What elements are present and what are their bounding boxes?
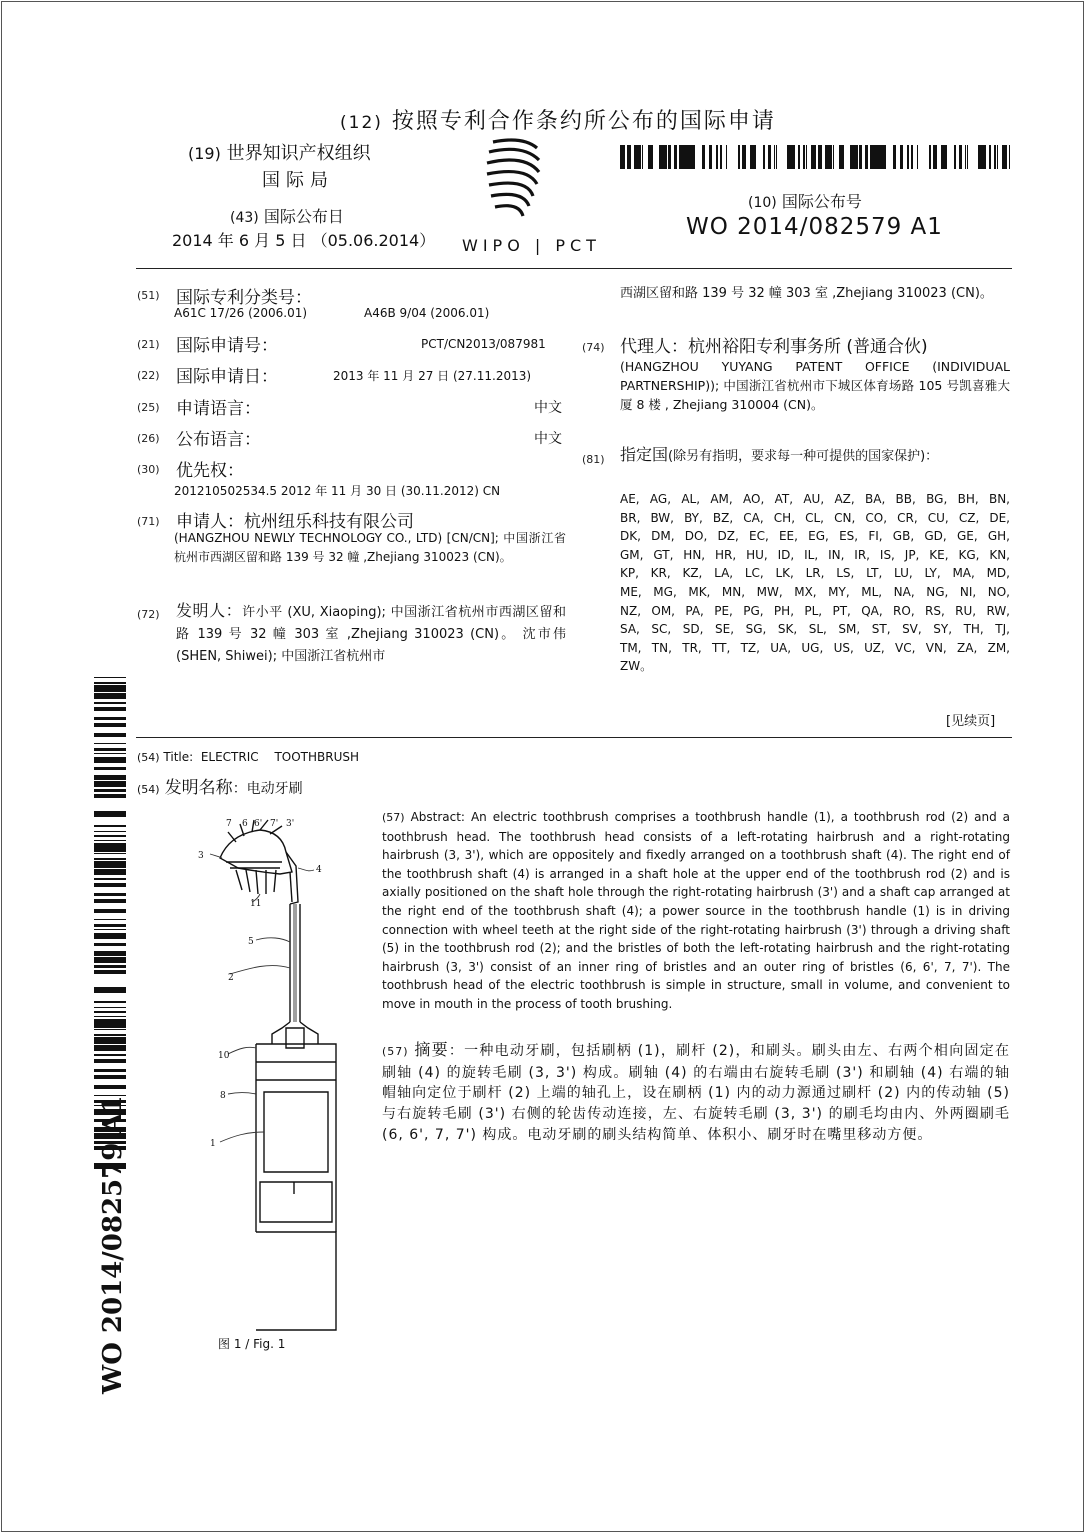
section-rule — [136, 737, 1012, 738]
barcode-bar — [94, 1075, 126, 1077]
barcode-bar — [94, 1046, 126, 1048]
barcode-bar — [94, 733, 126, 734]
barcode-bar — [94, 760, 126, 763]
barcode-bar — [726, 145, 727, 169]
barcode-bar — [94, 878, 126, 880]
barcode-bar — [94, 1086, 126, 1089]
figure-label: 7' — [270, 819, 279, 829]
barcode-bar — [94, 782, 126, 785]
designated-states-codes: AE, AG, AL, AM, AO, AT, AU, AZ, BA, BB, BG, BH, BN, BR, BW, BY, BZ, CA, CH, CL, CN, CO, CR, CU, CZ, DE, DK, DM, DO, DZ, EC, EE, EG, ES, FI, GB, GD, GE, GH, GM, GT, HN, HR, HU, ID, IL, IN, IR, IS, JP, KE, KG, KN, KP, KR, KZ, LA, LC, LK, LR, LS, LT, LU, LY, MA, MD, ME, MG, MK, MN, MW, MX, MY, ML, NA, NG, NI, NO, NZ, OM, PA, PE, PG, PH, PL, PT, QA, RO, RS, RU, RW, SA, SC, SD, SE, SG, SK, SL, SM, ST, SV, SY, TH, TJ, TM, TN, TR, TT, TZ, UA, UG, US, UZ, VC, VN, ZA, ZM, ZW。 — [620, 492, 1010, 674]
barcode-bar — [94, 899, 126, 901]
field-26-label: 公布语言： — [176, 430, 261, 450]
toothbrush-figure — [190, 812, 370, 1332]
figure-label: 10 — [218, 1051, 230, 1061]
barcode-bar — [94, 864, 126, 865]
barcode-bar — [94, 1001, 126, 1003]
barcode-bar — [687, 145, 688, 169]
barcode-bar — [841, 145, 842, 169]
barcode-bar — [94, 794, 126, 797]
barcode-icon — [620, 145, 1010, 169]
barcode-bar — [893, 145, 896, 169]
barcode-bar — [94, 933, 126, 936]
barcode-bar — [967, 145, 968, 169]
barcode-bar — [94, 757, 126, 760]
barcode-bar — [94, 1034, 126, 1036]
side-publication-id: WO 2014/082579 A1 — [98, 1095, 128, 1394]
barcode-bar — [94, 1069, 126, 1072]
barcode-bar — [94, 781, 126, 782]
figure-label: 6' — [254, 819, 263, 829]
barcode-bar — [94, 709, 126, 710]
figure-label: 2 — [228, 973, 234, 983]
barcode-bar — [872, 145, 875, 169]
barcode-bar — [94, 951, 126, 953]
barcode-bar — [94, 847, 126, 850]
pub-number-value: WO 2014/082579 A1 — [686, 214, 943, 240]
figure-label: 5 — [248, 937, 254, 947]
barcode-bar — [94, 1029, 126, 1030]
barcode-bar — [907, 145, 909, 169]
barcode-bar — [818, 145, 821, 169]
abstract-en: (57) Abstract: An electric toothbrush comprises a toothbrush handle (1), a toothbrush rod (2) and a toothbrush head. The toothbrush head consists of a left-rotating hairbrush and a right-rotating hairbrush (3, 3'), which are oppositely and fixedly arranged on a toothbrush shaft (4). The right end of the toothbrush shaft (4) is arranged in a shaft hole at the upper end of the toothbrush rod (2) and is axially positioned on the shaft hole through the right-rotating hairbrush (3') and a shaft cap arranged at the right end of the toothbrush shaft (4); a power source in the toothbrush handle (1) is in driving connection with wheel teeth at the right side of the right-rotating hairbrush (3') through a driving shaft (5) in the toothbrush rod (2); and the bristles of both the left-rotating hairbrush and the right-rotating hairbrush (3, 3') consist of an inner ring of bristles and an outer ring of bristles (6, 6', 7, 7'). The toothbrush head of the electric toothbrush is simple in structure, small in volume, and convenient to move in mouth in the process of tooth brushing. — [382, 810, 1010, 1011]
barcode-bar — [691, 145, 693, 169]
barcode-bar — [852, 145, 855, 169]
barcode-bar — [94, 957, 126, 958]
field-51-label: 国际专利分类号： — [176, 288, 312, 308]
barcode-bar — [954, 145, 956, 169]
barcode-bar — [634, 145, 636, 169]
barcode-bar — [750, 145, 753, 169]
barcode-bar — [811, 145, 813, 169]
barcode-bar — [944, 145, 947, 169]
barcode-bar — [684, 145, 687, 169]
barcode-bar — [94, 929, 126, 930]
barcode-bar — [933, 145, 934, 169]
field-21-value: PCT/CN2013/087981 — [421, 337, 546, 351]
barcode-bar — [799, 145, 800, 169]
barcode-bar — [94, 987, 126, 990]
barcode-bar — [94, 797, 126, 798]
figure-caption: 图 1 / Fig. 1 — [218, 1337, 286, 1351]
field-74-label: 代理人：杭州裕阳专利事务所 (普通合伙) — [620, 337, 928, 357]
barcode-bar — [997, 145, 998, 169]
barcode-bar — [94, 885, 126, 886]
barcode-bar — [720, 145, 721, 169]
barcode-bar — [94, 1011, 126, 1013]
barcode-bar — [878, 145, 879, 169]
barcode-bar — [94, 1037, 126, 1040]
barcode-bar — [859, 145, 862, 169]
barcode-bar — [94, 702, 126, 704]
org-name: (19) 世界知识产权组织 — [188, 143, 371, 164]
barcode-bar — [882, 145, 884, 169]
barcode-bar — [830, 145, 832, 169]
field-22-num: (22) — [137, 369, 160, 382]
field-74-text: (HANGZHOU YUYANG PATENT OFFICE (INDIVIDUAL PARTNERSHIP)); 中国浙江省杭州市下城区体育场路 105 号凯喜雅大厦 8 楼 , Zhejiang 310004 (CN)。 — [620, 359, 1010, 412]
barcode-bar — [94, 1016, 126, 1017]
field-25-value: 中文 — [534, 400, 562, 416]
barcode-bar — [738, 145, 740, 169]
barcode-bar — [627, 145, 630, 169]
barcode-bar — [94, 1059, 126, 1061]
barcode-bar — [743, 145, 746, 169]
barcode-bar — [94, 694, 126, 696]
barcode-bar — [94, 970, 126, 973]
figure-label: 1 — [210, 1139, 216, 1149]
field-25-label: 申请语言： — [176, 399, 261, 419]
figure-label: 4 — [316, 865, 322, 875]
barcode-bar — [94, 769, 126, 770]
field-22-value: 2013 年 11 月 27 日 (27.11.2013) — [333, 369, 532, 383]
barcode-bar — [94, 696, 126, 699]
barcode-bar — [94, 767, 126, 769]
barcode-bar — [94, 789, 126, 792]
pub-date-label: (43) 国际公布日 — [230, 207, 344, 226]
barcode-bar — [1006, 145, 1007, 169]
wipo-pct-text: WIPO | PCT — [462, 236, 601, 255]
barcode-bar — [995, 145, 996, 169]
barcode-bar — [94, 910, 126, 913]
barcode-bar — [94, 845, 126, 847]
barcode-bar — [702, 145, 705, 169]
figure-label: 8 — [220, 1091, 226, 1101]
barcode-bar — [94, 688, 126, 689]
barcode-bar — [94, 682, 126, 684]
barcode-bar — [94, 825, 126, 827]
barcode-bar — [94, 1041, 126, 1044]
barcode-bar — [679, 145, 681, 169]
barcode-bar — [787, 145, 789, 169]
barcode-bar — [884, 145, 886, 169]
field-51-class-2: A46B 9/04 (2006.01) — [364, 306, 490, 320]
barcode-bar — [661, 145, 664, 169]
barcode-bar — [1009, 145, 1010, 169]
barcode-bar — [959, 145, 962, 169]
field-71-label: 申请人：杭州纽乐科技有限公司 — [176, 512, 414, 532]
barcode-bar — [94, 953, 126, 954]
barcode-bar — [681, 145, 684, 169]
barcode-bar — [855, 145, 858, 169]
barcode-bar — [709, 145, 712, 169]
barcode-bar — [865, 145, 868, 169]
barcode-bar — [94, 886, 126, 887]
barcode-bar — [94, 945, 126, 946]
barcode-bar — [716, 145, 718, 169]
barcode-bar — [94, 1021, 126, 1023]
barcode-bar — [94, 853, 126, 854]
barcode-bar — [94, 936, 126, 939]
header-rule — [136, 268, 1012, 269]
barcode-bar — [94, 734, 126, 737]
barcode-bar — [965, 145, 966, 169]
barcode-bar — [792, 145, 795, 169]
barcode-bar — [1004, 145, 1006, 169]
field-72-num: (72) — [137, 608, 160, 621]
barcode-bar — [94, 901, 126, 903]
barcode-bar — [622, 145, 624, 169]
barcode-bar — [688, 145, 691, 169]
barcode-bar — [94, 748, 126, 751]
barcode-bar — [630, 145, 631, 169]
continued-note: [见续页] — [946, 714, 996, 729]
barcode-bar — [94, 717, 126, 720]
field-30-value: 201210502534.5 2012 年 11 月 30 日 (30.11.2012) CN — [174, 484, 501, 498]
barcode-bar — [94, 743, 126, 744]
barcode-bar — [94, 785, 126, 787]
barcode-bar — [763, 145, 765, 169]
field-22-label: 国际申请日： — [176, 367, 278, 387]
barcode-bar — [620, 145, 622, 169]
barcode-bar — [776, 145, 777, 169]
barcode-bar — [917, 145, 918, 169]
barcode-bar — [693, 145, 695, 169]
barcode-bar — [94, 723, 126, 725]
barcode-bar — [789, 145, 790, 169]
field-51-num: (51) — [137, 289, 160, 302]
barcode-bar — [94, 1019, 126, 1021]
barcode-bar — [650, 145, 651, 169]
barcode-bar — [94, 865, 126, 868]
barcode-bar — [94, 943, 126, 945]
barcode-bar — [94, 693, 126, 694]
abstract-cn: (57) 摘要：一种电动牙刷，包括刷柄 (1)，刷杆 (2)，和刷头。刷头由左、右两个相向固定在刷轴 (4) 的旋转毛刷 (3, 3') 构成。刷轴 (4) 的右端由右旋转毛刷 (3') 和刷轴 (4) 右端的轴帽轴向定位于刷杆 (2) 上端的轴孔上，设在刷柄 (1) 内的动力源通过刷杆 (2) 内的传动轴 (5) 与右旋转毛刷 (3') 右侧的轮齿传动连接，左、右旋转毛刷 (3, 3') 的刷毛均由内、外两圈刷毛 (6, 6', 7, 7') 构成。电动牙刷的刷头结构简单、体积小、刷牙时在嘴里移动方便。 — [382, 1040, 1010, 1143]
barcode-bar — [978, 145, 980, 169]
barcode-bar — [994, 145, 995, 169]
barcode-bar — [842, 145, 844, 169]
figure-label: 7 — [226, 819, 232, 829]
field-71-text: (HANGZHOU NEWLY TECHNOLOGY CO., LTD) [CN/CN]; 中国浙江省杭州市西湖区留和路 139 号 32 幢 ,Zhejiang 310023 (CN)。 — [174, 531, 566, 564]
field-26-num: (26) — [137, 432, 160, 445]
pub-date-value: 2014 年 6 月 5 日 （05.06.2014） — [172, 231, 436, 250]
barcode-bar — [94, 685, 126, 688]
barcode-bar — [94, 870, 126, 872]
barcode-bar — [94, 843, 126, 845]
barcode-bar — [94, 1045, 126, 1046]
barcode-bar — [94, 1026, 126, 1028]
barcode-bar — [990, 145, 991, 169]
barcode-bar — [648, 145, 650, 169]
barcode-bar — [94, 840, 126, 841]
barcode-bar — [803, 145, 804, 169]
barcode-bar — [879, 145, 882, 169]
field-26-value: 中文 — [534, 431, 562, 447]
barcode-bar — [934, 145, 937, 169]
barcode-bar — [983, 145, 986, 169]
barcode-bar — [94, 893, 126, 896]
barcode-bar — [94, 965, 126, 968]
barcode-bar — [721, 145, 722, 169]
barcode-bar — [94, 811, 126, 814]
barcode-bar — [981, 145, 983, 169]
barcode-bar — [833, 145, 834, 169]
barcode-bar — [94, 1048, 126, 1051]
barcode-bar — [636, 145, 639, 169]
barcode-bar — [980, 145, 981, 169]
barcode-bar — [94, 753, 126, 754]
barcode-bar — [798, 145, 799, 169]
barcode-bar — [989, 145, 990, 169]
barcode-bar — [827, 145, 830, 169]
barcode-bar — [806, 145, 807, 169]
barcode-bar — [94, 835, 126, 837]
barcode-bar — [651, 145, 653, 169]
field-72-text: 发明人：许小平 (XU, Xiaoping); 中国浙江省杭州市西湖区留和路 139 号 32 幢 303 室 ,Zhejiang 310023 (CN)。 沈市伟 (SHEN, Shiwei); 中国浙江省杭州市 — [176, 601, 566, 664]
barcode-bar — [94, 1007, 126, 1008]
barcode-bar — [94, 883, 126, 885]
barcode-bar — [642, 145, 643, 169]
barcode-bar — [790, 145, 792, 169]
barcode-bar — [941, 145, 944, 169]
barcode-bar — [94, 831, 126, 832]
barcode-bar — [815, 145, 816, 169]
barcode-bar — [813, 145, 815, 169]
barcode-bar — [94, 961, 126, 963]
barcode-bar — [94, 1023, 126, 1026]
barcode-bar — [94, 869, 126, 870]
barcode-bar — [94, 990, 126, 993]
field-72-continued: 西湖区留和路 139 号 32 幢 303 室 ,Zhejiang 310023 (CN)。 — [620, 286, 993, 301]
field-21-num: (21) — [137, 338, 160, 351]
barcode-bar — [639, 145, 641, 169]
barcode-bar — [94, 778, 126, 780]
barcode-bar — [94, 725, 126, 727]
barcode-bar — [94, 924, 126, 927]
title-en: (54) Title: ELECTRIC TOOTHBRUSH — [137, 750, 360, 764]
figure-label: 3 — [198, 851, 204, 861]
wipo-logo-icon — [475, 132, 545, 232]
barcode-bar — [850, 145, 852, 169]
barcode-bar — [94, 958, 126, 961]
barcode-bar — [94, 1061, 126, 1062]
barcode-bar — [804, 145, 805, 169]
field-51-class-1: A61C 17/26 (2006.01) — [174, 306, 308, 320]
barcode-bar — [94, 850, 126, 852]
barcode-bar — [900, 145, 903, 169]
field-30-label: 优先权： — [176, 461, 244, 481]
barcode-bar — [94, 689, 126, 692]
barcode-bar — [94, 954, 126, 956]
barcode-bar — [94, 707, 126, 709]
field-74-num: (74) — [582, 341, 605, 354]
barcode-bar — [94, 1077, 126, 1079]
barcode-bar — [742, 145, 743, 169]
barcode-bar — [94, 872, 126, 875]
figure-label: 11 — [250, 899, 262, 909]
pub-number-label: (10) 国际公布号 — [748, 192, 862, 211]
barcode-bar — [839, 145, 841, 169]
field-81-label: 指定国(除另有指明，要求每一种可提供的国家保护)： — [620, 445, 939, 464]
field-71-num: (71) — [137, 515, 160, 528]
barcode-bar — [94, 677, 126, 678]
barcode-bar — [94, 861, 126, 864]
barcode-bar — [753, 145, 756, 169]
barcode-bar — [821, 145, 822, 169]
barcode-bar — [94, 814, 126, 817]
barcode-bar — [94, 973, 126, 974]
barcode-bar — [912, 145, 913, 169]
org-subname: 国际局 — [262, 170, 334, 191]
barcode-bar — [94, 858, 126, 860]
barcode-bar — [668, 145, 671, 169]
barcode-bar — [774, 145, 775, 169]
barcode-bar — [664, 145, 667, 169]
field-30-num: (30) — [137, 463, 160, 476]
barcode-bar — [94, 1040, 126, 1041]
barcode-bar — [674, 145, 677, 169]
barcode-bar — [624, 145, 625, 169]
barcode-bar — [94, 777, 126, 778]
barcode-bar — [870, 145, 872, 169]
barcode-bar — [94, 909, 126, 910]
barcode-bar — [94, 919, 126, 920]
figure-label: 6 — [242, 819, 248, 829]
barcode-bar — [911, 145, 912, 169]
barcode-bar — [659, 145, 661, 169]
field-81-num: (81) — [582, 453, 605, 466]
barcode-bar — [929, 145, 931, 169]
title-cn: (54) 发明名称：电动牙刷 — [137, 778, 303, 798]
barcode-bar — [94, 775, 126, 777]
barcode-bar — [94, 710, 126, 711]
barcode-bar — [875, 145, 878, 169]
barcode-bar — [825, 145, 827, 169]
field-25-num: (25) — [137, 401, 160, 414]
barcode-bar — [768, 145, 771, 169]
barcode-bar — [94, 1062, 126, 1063]
document-title: (12) 按照专利合作条约所公布的国际申请 — [340, 109, 776, 134]
barcode-bar — [1002, 145, 1004, 169]
barcode-bar — [94, 1085, 126, 1086]
field-21-label: 国际申请号： — [176, 336, 278, 356]
barcode-bar — [94, 1054, 126, 1056]
figure-label: 3' — [286, 819, 295, 829]
